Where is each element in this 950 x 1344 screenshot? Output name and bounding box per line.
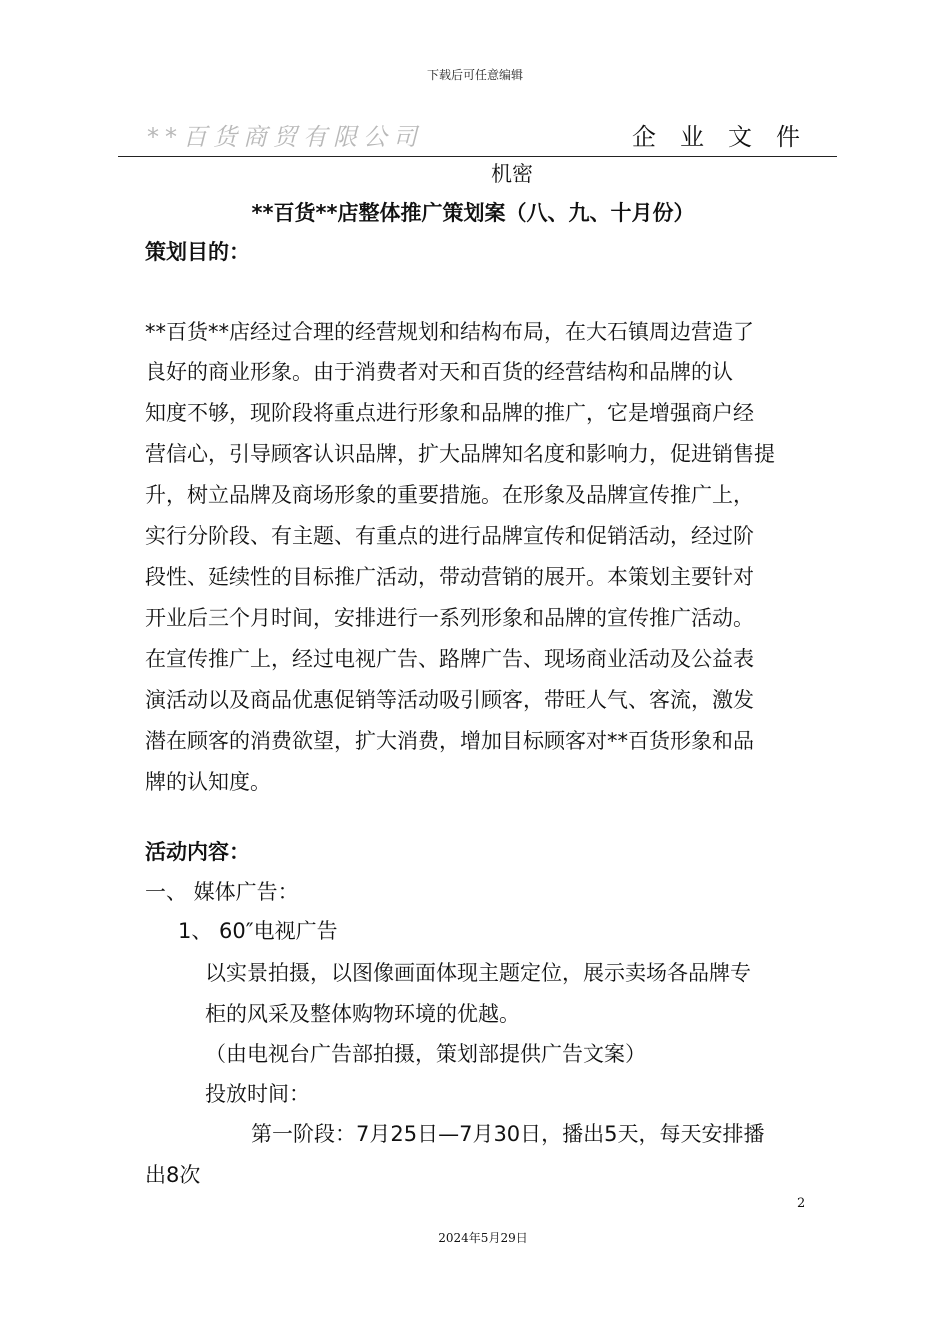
description-line: 柜的风采及整体购物环境的优越。	[205, 1002, 520, 1026]
section-heading-purpose: 策划目的：	[145, 240, 250, 264]
description-line: 以实景拍摄，以图像画面体现主题定位，展示卖场各品牌专	[205, 961, 751, 985]
company-name: **百货商贸有限公司	[147, 123, 423, 151]
paragraph-line: 开业后三个月时间，安排进行一系列形象和品牌的宣传推广活动。	[145, 606, 754, 630]
paragraph-line: 牌的认知度。	[145, 770, 271, 794]
paragraph-line: 升，树立品牌及商场形象的重要措施。在形象及品牌宣传推广上，	[145, 483, 754, 507]
list-item-media-ads: 一、 媒体广告：	[145, 880, 299, 904]
description-line: 投放时间：	[205, 1082, 310, 1106]
confidential-mark: 机密	[491, 162, 533, 186]
paragraph-line: 良好的商业形象。由于消费者对天和百货的经营结构和品牌的认	[145, 360, 733, 384]
document-title: **百货**店整体推广策划案（八、九、十月份）	[251, 201, 695, 225]
paragraph-line: **百货**店经过合理的经营规划和结构布局，在大石镇周边营造了	[145, 320, 754, 344]
footer-date: 2024年5月29日	[438, 1231, 528, 1245]
schedule-phase-1-continued: 出8次	[145, 1163, 201, 1187]
paragraph-line: 知度不够，现阶段将重点进行形象和品牌的推广，它是增强商户经	[145, 401, 754, 425]
paragraph-line: 实行分阶段、有主题、有重点的进行品牌宣传和促销活动，经过阶	[145, 524, 754, 548]
page-number: 2	[797, 1196, 806, 1211]
document-type-label: 企业文件	[632, 123, 824, 151]
schedule-phase-1: 第一阶段：7月25日—7月30日，播出5天，每天安排播	[251, 1122, 765, 1146]
paragraph-line: 营信心，引导顾客认识品牌，扩大品牌知名度和影响力，促进销售提	[145, 442, 775, 466]
paragraph-line: 在宣传推广上，经过电视广告、路牌广告、现场商业活动及公益表	[145, 647, 754, 671]
paragraph-line: 段性、延续性的目标推广活动，带动营销的展开。本策划主要针对	[145, 565, 754, 589]
top-note: 下载后可任意编辑	[426, 68, 523, 82]
list-item-tv-ad: 1、 60″电视广告	[178, 919, 338, 943]
paragraph-line: 潜在顾客的消费欲望，扩大消费，增加目标顾客对**百货形象和品	[145, 729, 754, 753]
paragraph-line: 演活动以及商品优惠促销等活动吸引顾客，带旺人气、客流，激发	[145, 688, 754, 712]
description-line: （由电视台广告部拍摄，策划部提供广告文案）	[205, 1042, 646, 1066]
header-divider	[118, 156, 837, 157]
section-heading-content: 活动内容：	[145, 840, 250, 864]
